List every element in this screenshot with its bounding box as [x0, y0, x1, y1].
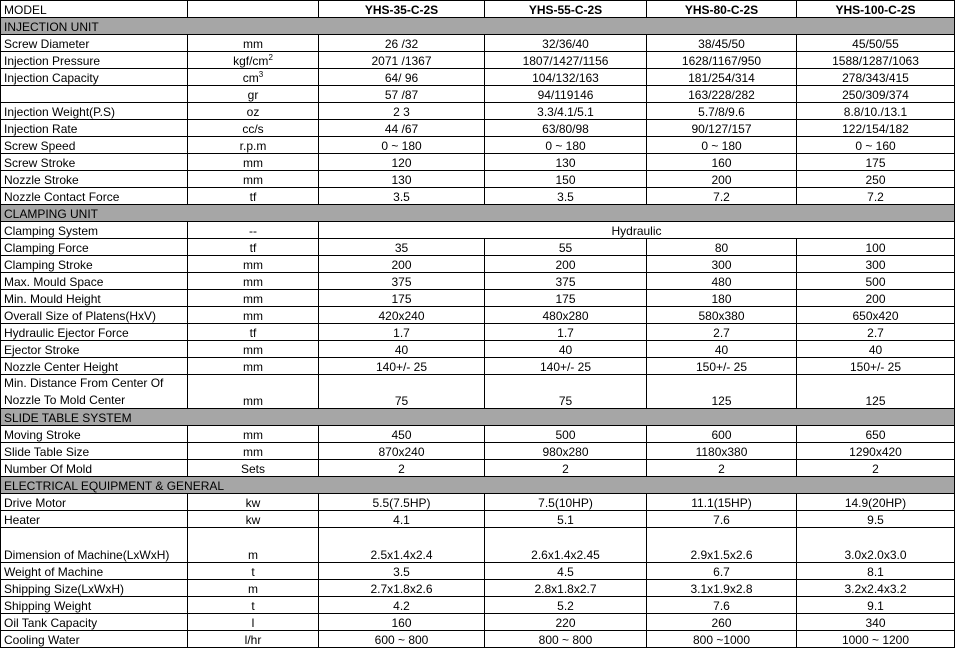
spec-value: 75: [319, 375, 485, 409]
spec-value: 2071 /1367: [319, 52, 485, 69]
spec-value: 0 ~ 180: [647, 137, 797, 154]
spec-unit: [188, 103, 319, 120]
spec-unit: [188, 171, 319, 188]
spec-unit: [188, 52, 319, 69]
spec-value: 6.7: [647, 563, 797, 580]
spec-value: 32/36/40: [485, 35, 647, 52]
spec-value: 175: [485, 290, 647, 307]
spec-row-nozzle-stroke: [1, 171, 955, 188]
spec-label: Dimension of Machine(LxWxH): [1, 528, 188, 563]
spec-value: 375: [485, 273, 647, 290]
spec-value: 2.8x1.8x2.7: [485, 580, 647, 597]
spec-value: 0 ~ 180: [485, 137, 647, 154]
spec-value: 7.5(10HP): [485, 494, 647, 511]
spec-unit: [188, 307, 319, 324]
spec-row-slide-table-size: [1, 443, 955, 460]
spec-value: 80: [647, 239, 797, 256]
spec-row-screw-speed: [1, 137, 955, 154]
section-title: INJECTION UNIT: [1, 18, 955, 35]
spec-row-clamping-system: [1, 222, 955, 239]
spec-row-shipping-size: [1, 580, 955, 597]
spec-value: 160: [647, 154, 797, 171]
spec-value: 94/119146: [485, 86, 647, 103]
header-row: [1, 1, 955, 18]
spec-value: 200: [485, 256, 647, 273]
unit-text: tf: [249, 190, 257, 204]
unit-text: cm: [242, 71, 259, 85]
spec-row-ejector-stroke: [1, 341, 955, 358]
spec-value: 800 ~1000: [647, 631, 797, 648]
spec-unit: [188, 188, 319, 205]
spec-value: 140+/- 25: [485, 358, 647, 375]
spec-value: 0 ~ 160: [797, 137, 955, 154]
spec-value: 650: [797, 426, 955, 443]
spec-unit: [188, 154, 319, 171]
section-header-electrical: [1, 477, 955, 494]
spec-value: 7.6: [647, 511, 797, 528]
spec-value: 150+/- 25: [797, 358, 955, 375]
spec-value: 1000 ~ 1200: [797, 631, 955, 648]
spec-value: 181/254/314: [647, 69, 797, 86]
spec-unit: [188, 341, 319, 358]
spec-value: 3.5: [485, 188, 647, 205]
spec-value: 1588/1287/1063: [797, 52, 955, 69]
spec-value: 1.7: [319, 324, 485, 341]
spec-row-clamping-force: [1, 239, 955, 256]
spec-value: 4.5: [485, 563, 647, 580]
spec-label-line: Nozzle To Mold Center: [4, 393, 126, 407]
spec-label: Moving Stroke: [1, 426, 188, 443]
spec-label: Max. Mould Space: [1, 273, 188, 290]
spec-unit: [188, 494, 319, 511]
spec-value: 2: [319, 460, 485, 477]
spec-unit: [188, 137, 319, 154]
spec-value: 250: [797, 171, 955, 188]
spec-unit: [188, 563, 319, 580]
spec-value: 3.3/4.1/5.1: [485, 103, 647, 120]
spec-value: 100: [797, 239, 955, 256]
spec-value: 250/309/374: [797, 86, 955, 103]
spec-unit: [188, 597, 319, 614]
spec-label: Injection Rate: [1, 120, 188, 137]
spec-unit: [188, 528, 319, 563]
spec-row-moving-stroke: [1, 426, 955, 443]
spec-label: Shipping Weight: [1, 597, 188, 614]
spec-value: 7.6: [647, 597, 797, 614]
spec-value: 300: [647, 256, 797, 273]
spec-unit: [188, 631, 319, 648]
unit-text: cc/s: [242, 122, 264, 136]
spec-value: 340: [797, 614, 955, 631]
spec-value: 2.9x1.5x2.6: [647, 528, 797, 563]
unit-text: tf: [249, 326, 257, 340]
spec-value: 2.7x1.8x2.6: [319, 580, 485, 597]
unit-text: m: [248, 582, 258, 596]
spec-value: 1807/1427/1156: [485, 52, 647, 69]
spec-row-oil-tank-capacity: [1, 614, 955, 631]
unit-text: kgf/cm: [233, 54, 269, 68]
spec-row-hydraulic-ejector-force: [1, 324, 955, 341]
spec-value: 130: [319, 171, 485, 188]
spec-value: 104/132/163: [485, 69, 647, 86]
spec-row-nozzle-center-height: [1, 358, 955, 375]
spec-unit: [188, 239, 319, 256]
spec-unit: [188, 324, 319, 341]
spec-label: Heater: [1, 511, 188, 528]
unit-text: mm: [243, 37, 263, 51]
model-name: YHS-100-C-2S: [797, 1, 955, 18]
unit-text: l: [251, 616, 255, 630]
spec-value: 5.7/8/9.6: [647, 103, 797, 120]
section-title: SLIDE TABLE SYSTEM: [1, 409, 955, 426]
spec-label: Weight of Machine: [1, 563, 188, 580]
spec-value: 75: [485, 375, 647, 409]
unit-text: Sets: [240, 462, 265, 476]
spec-unit: [188, 120, 319, 137]
spec-value: 3.1x1.9x2.8: [647, 580, 797, 597]
spec-value: 260: [647, 614, 797, 631]
spec-value: 120: [319, 154, 485, 171]
spec-value: 200: [647, 171, 797, 188]
spec-value: 3.5: [319, 563, 485, 580]
spec-row-injection-pressure: [1, 52, 955, 69]
spec-unit: [188, 86, 319, 103]
spec-value: 8.1: [797, 563, 955, 580]
spec-label: Injection Weight(P.S): [1, 103, 188, 120]
spec-value: 600 ~ 800: [319, 631, 485, 648]
spec-row-number-of-mold: [1, 460, 955, 477]
section-header-slide: [1, 409, 955, 426]
spec-row-nozzle-contact-force: [1, 188, 955, 205]
spec-value: 35: [319, 239, 485, 256]
unit-text: mm: [243, 292, 263, 306]
spec-value: 420x240: [319, 307, 485, 324]
spec-value: 122/154/182: [797, 120, 955, 137]
unit-text: m: [248, 548, 258, 562]
spec-label: [1, 86, 188, 103]
unit-text: kw: [245, 513, 261, 527]
spec-row-injection-capacity: [1, 69, 955, 86]
spec-value: 480: [647, 273, 797, 290]
spec-unit: [188, 290, 319, 307]
spec-label: Screw Speed: [1, 137, 188, 154]
spec-value: 500: [797, 273, 955, 290]
unit-text: kw: [245, 496, 261, 510]
spec-unit: [188, 580, 319, 597]
spec-value: 63/80/98: [485, 120, 647, 137]
spec-value: 480x280: [485, 307, 647, 324]
spec-row-min-mould-height: [1, 290, 955, 307]
spec-value: 1628/1167/950: [647, 52, 797, 69]
spec-value: 2: [797, 460, 955, 477]
spec-label: Clamping Stroke: [1, 256, 188, 273]
section-header-clamping: [1, 205, 955, 222]
spec-value: 40: [485, 341, 647, 358]
spec-value: 5.2: [485, 597, 647, 614]
spec-value: 4.2: [319, 597, 485, 614]
spec-row-cooling-water: [1, 631, 955, 648]
spec-value: 11.1(15HP): [647, 494, 797, 511]
spec-value: 150+/- 25: [647, 358, 797, 375]
spec-label: Overall Size of Platens(HxV): [1, 307, 188, 324]
unit-text: r.p.m: [239, 139, 267, 153]
spec-value: 4.1: [319, 511, 485, 528]
spec-label: Screw Diameter: [1, 35, 188, 52]
spec-label: Injection Capacity: [1, 69, 188, 86]
spec-value: 2.5x1.4x2.4: [319, 528, 485, 563]
spec-value-all-models: Hydraulic: [319, 222, 955, 239]
section-title: ELECTRICAL EQUIPMENT & GENERAL: [1, 477, 955, 494]
spec-value: 45/50/55: [797, 35, 955, 52]
spec-label: Clamping System: [1, 222, 188, 239]
spec-row-drive-motor: [1, 494, 955, 511]
spec-value: 40: [319, 341, 485, 358]
spec-unit: [188, 511, 319, 528]
spec-value: 200: [797, 290, 955, 307]
spec-value: 2: [485, 460, 647, 477]
spec-value: 1.7: [485, 324, 647, 341]
spec-row-screw-stroke: [1, 154, 955, 171]
unit-superscript: 2: [268, 53, 273, 62]
spec-value: 90/127/157: [647, 120, 797, 137]
spec-label: Cooling Water: [1, 631, 188, 648]
spec-label: Injection Pressure: [1, 52, 188, 69]
spec-value: 7.2: [797, 188, 955, 205]
spec-value: 55: [485, 239, 647, 256]
spec-value: 2: [647, 460, 797, 477]
spec-value: 5.5(7.5HP): [319, 494, 485, 511]
spec-value: 64/ 96: [319, 69, 485, 86]
spec-value: 300: [797, 256, 955, 273]
spec-unit: [188, 69, 319, 86]
spec-row-weight-of-machine: [1, 563, 955, 580]
spec-row-max-mould-space: [1, 273, 955, 290]
spec-unit: [188, 358, 319, 375]
spec-value: 57 /87: [319, 86, 485, 103]
spec-unit: [188, 426, 319, 443]
spec-label: Nozzle Contact Force: [1, 188, 188, 205]
spec-value: 40: [647, 341, 797, 358]
spec-unit: [188, 35, 319, 52]
spec-value: 9.5: [797, 511, 955, 528]
spec-unit: [188, 375, 319, 409]
unit-text: mm: [243, 428, 263, 442]
spec-label: Nozzle Stroke: [1, 171, 188, 188]
spec-label: Ejector Stroke: [1, 341, 188, 358]
unit-text: t: [251, 599, 255, 613]
spec-value: 8.8/10./13.1: [797, 103, 955, 120]
spec-value: 175: [797, 154, 955, 171]
spec-label: Slide Table Size: [1, 443, 188, 460]
spec-value: 1180x380: [647, 443, 797, 460]
spec-unit: [188, 443, 319, 460]
spec-row-injection-weight-gr: [1, 86, 955, 103]
spec-row-shipping-weight: [1, 597, 955, 614]
spec-unit: [188, 460, 319, 477]
spec-value: 40: [797, 341, 955, 358]
spec-value: 38/45/50: [647, 35, 797, 52]
unit-superscript: 3: [258, 70, 264, 79]
unit-text: mm: [243, 309, 263, 323]
spec-value: 125: [797, 375, 955, 409]
unit-text: mm: [243, 258, 263, 272]
spec-row-dimension-of-machine: [1, 528, 955, 563]
unit-text: mm: [243, 394, 263, 408]
spec-unit: [188, 256, 319, 273]
spec-row-heater: [1, 511, 955, 528]
spec-label: Number Of Mold: [1, 460, 188, 477]
spec-value: 3.0x2.0x3.0: [797, 528, 955, 563]
spec-row-injection-weight-oz: [1, 103, 955, 120]
spec-value: 278/343/415: [797, 69, 955, 86]
section-title: CLAMPING UNIT: [1, 205, 955, 222]
spec-value: 163/228/282: [647, 86, 797, 103]
spec-value: 580x380: [647, 307, 797, 324]
section-header-injection: [1, 18, 955, 35]
spec-label: Shipping Size(LxWxH): [1, 580, 188, 597]
spec-value: 125: [647, 375, 797, 409]
spec-value: 800 ~ 800: [485, 631, 647, 648]
unit-text: mm: [243, 360, 263, 374]
spec-value: 450: [319, 426, 485, 443]
unit-text: mm: [243, 173, 263, 187]
spec-value: 150: [485, 171, 647, 188]
unit-text: mm: [243, 343, 263, 357]
spec-value: 14.9(20HP): [797, 494, 955, 511]
spec-value: 26 /32: [319, 35, 485, 52]
spec-value: 375: [319, 273, 485, 290]
unit-text: mm: [243, 156, 263, 170]
unit-text: mm: [243, 445, 263, 459]
spec-label: Min. Mould Height: [1, 290, 188, 307]
spec-label: Oil Tank Capacity: [1, 614, 188, 631]
spec-value: 2 3: [319, 103, 485, 120]
spec-label: [1, 375, 188, 409]
spec-value: 220: [485, 614, 647, 631]
spec-row-screw-diameter: [1, 35, 955, 52]
spec-value: 2.7: [797, 324, 955, 341]
spec-value: 500: [485, 426, 647, 443]
unit-text: tf: [249, 241, 257, 255]
unit-text: mm: [243, 275, 263, 289]
spec-label: Nozzle Center Height: [1, 358, 188, 375]
spec-row-injection-rate: [1, 120, 955, 137]
spec-value: 1290x420: [797, 443, 955, 460]
unit-text: --: [249, 224, 257, 238]
spec-unit: [188, 273, 319, 290]
spec-value: 3.5: [319, 188, 485, 205]
spec-value: 0 ~ 180: [319, 137, 485, 154]
spec-label: Clamping Force: [1, 239, 188, 256]
spec-value: 2.6x1.4x2.45: [485, 528, 647, 563]
model-name: YHS-55-C-2S: [485, 1, 647, 18]
spec-value: 175: [319, 290, 485, 307]
unit-text: l/hr: [244, 633, 262, 647]
spec-unit: [188, 614, 319, 631]
unit-text: gr: [247, 88, 259, 102]
spec-label: Screw Stroke: [1, 154, 188, 171]
spec-value: 130: [485, 154, 647, 171]
model-name: YHS-35-C-2S: [319, 1, 485, 18]
spec-row-min-distance: [1, 375, 955, 409]
spec-unit: [188, 222, 319, 239]
spec-value: 7.2: [647, 188, 797, 205]
spec-row-clamping-stroke: [1, 256, 955, 273]
spec-label: Hydraulic Ejector Force: [1, 324, 188, 341]
model-name: YHS-80-C-2S: [647, 1, 797, 18]
spec-value: 650x420: [797, 307, 955, 324]
spec-value: 5.1: [485, 511, 647, 528]
model-label: MODEL: [1, 1, 188, 18]
spec-value: 980x280: [485, 443, 647, 460]
spec-value: 9.1: [797, 597, 955, 614]
unit-text: oz: [246, 105, 260, 119]
unit-text: t: [251, 565, 255, 579]
spec-value: 600: [647, 426, 797, 443]
spec-label-line: Min. Distance From Center Of: [4, 376, 164, 390]
spec-label: Drive Motor: [1, 494, 188, 511]
spec-value: 180: [647, 290, 797, 307]
unit-header-cell: [188, 1, 319, 18]
spec-row-overall-size-platens: [1, 307, 955, 324]
spec-value: 2.7: [647, 324, 797, 341]
spec-value: 140+/- 25: [319, 358, 485, 375]
spec-value: 44 /67: [319, 120, 485, 137]
spec-value: 870x240: [319, 443, 485, 460]
spec-value: 3.2x2.4x3.2: [797, 580, 955, 597]
spec-value: 160: [319, 614, 485, 631]
spec-value: 200: [319, 256, 485, 273]
